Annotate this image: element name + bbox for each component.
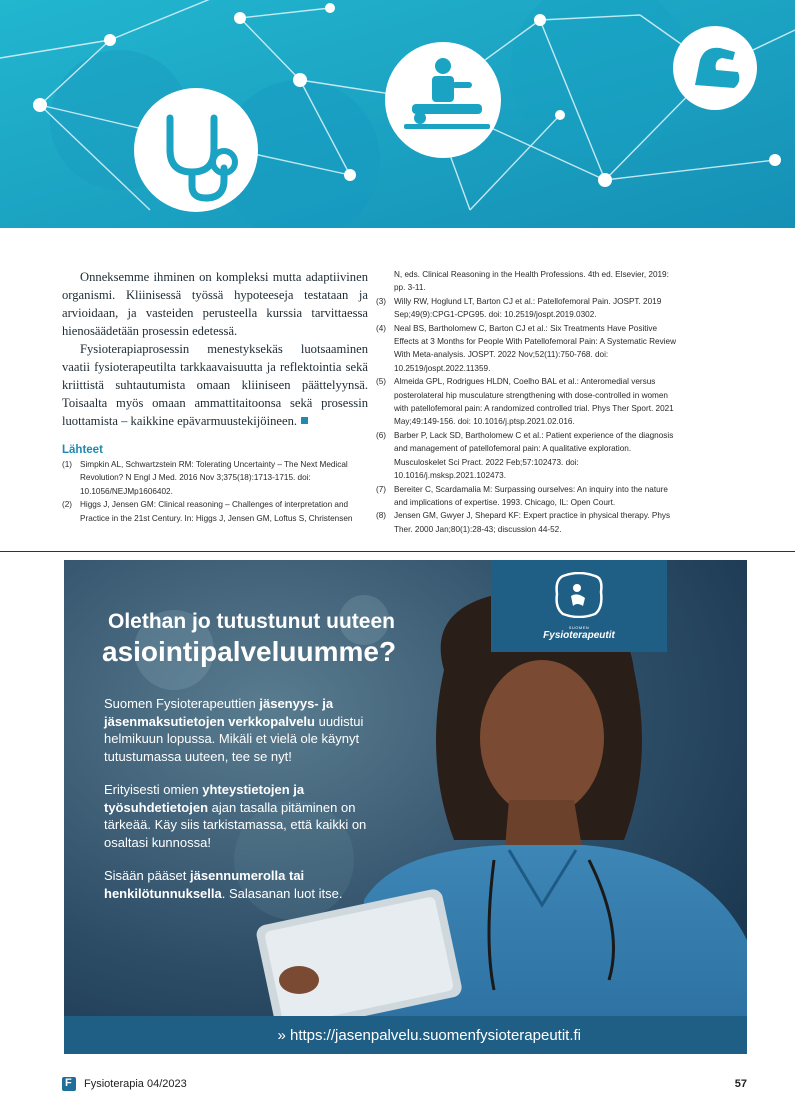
reference-text: Willy RW, Hoglund LT, Barton CJ et al.: Patellofemoral Pain. JOSPT. 2019 Sep;49(9):CPG1-CPG95. doi: 10.2519/jospt.2019.0302. <box>394 296 662 320</box>
ad-paragraph <box>104 867 404 902</box>
reference-number: (8) <box>376 511 387 521</box>
ad-headline-line-2: asiointipalveluumme? <box>102 636 397 667</box>
reference-item <box>376 483 676 510</box>
article-paragraph-text: Fysioterapiaprosessin menestyksekäs luotsaaminen vaatii fysioterapeutilta tarkkaavaisuutta ja reflektointia sekä kriittistä suhtautumista omaan kliiniseen päättelyynsä. Toisaalta myös omaan ammattitaitoonsa sekä prosessin luottamista – kaikkine epävarmuustekijöineen. <box>62 342 368 428</box>
woman-face <box>480 660 604 816</box>
reference-item <box>376 429 676 483</box>
ad-text-bold: jäsennumerolla tai henkilötunnuksella <box>104 868 305 901</box>
ad-text-bold: jäsenyys- ja jäsenmaksutietojen verkkopalvelu <box>104 696 334 729</box>
ad-headline-line-1: Olethan jo tutustunut uuteen <box>108 610 395 633</box>
article-left-column <box>62 268 368 525</box>
ad-text-run: uudistui helmikuun lopussa. Mikäli et vielä ole käynyt tutustumassa uuteen, tee se nyt! <box>104 713 364 764</box>
reference-text: Simpkin AL, Schwartzstein RM: Tolerating Uncertainty – The Next Medical Revolution? N Engl J Med. 2016 Nov 3;375(18):1713-1715. doi: 10.1056/NEJMp1606402. <box>80 460 348 496</box>
magazine-issue: Fysioterapia 04/2023 <box>84 1078 187 1090</box>
article-paragraph: Onneksemme ihminen on kompleksi mutta adaptiivinen organismi. Kliinisessä työssä hypoteeseja testataan ja arvioidaan, ja vasteiden perusteella kurssia tarvittaessa hienosäädetään prosessin edetessä. <box>62 270 368 338</box>
logo-subtitle: SUOMEN <box>568 625 590 630</box>
woman-hand <box>279 966 319 994</box>
flexed-arm-icon <box>673 26 757 110</box>
reference-text: Almeida GPL, Rodrigues HLDN, Coelho BAL et al.: Anteromedial versus posterolateral hip musculature strengthening with dose-controlled in women with patellofemoral pain: A randomized controlled trial. Phys Ther Sport. 2021 May;49:149-156. doi: 10.1016/j.ptsp.2021.02.016. <box>394 377 674 427</box>
article-body <box>62 268 368 430</box>
page-number: 57 <box>734 1078 747 1090</box>
references-list-left <box>62 458 368 525</box>
logo-brand-name: Fysioterapeutit <box>543 630 615 641</box>
ad-body <box>104 695 404 918</box>
references-right-column <box>376 266 676 536</box>
reference-item <box>376 295 676 322</box>
references-list-right <box>376 268 676 536</box>
physiotherapy-treatment-icon <box>385 42 501 158</box>
reference-number: (7) <box>376 484 387 494</box>
magazine-logo-icon <box>62 1077 76 1091</box>
reference-number: (4) <box>376 323 387 333</box>
article-paragraph <box>62 340 368 430</box>
section-divider <box>0 551 795 552</box>
stethoscope-icon <box>134 88 258 212</box>
ad-text-run: Erityisesti omien <box>104 782 203 797</box>
reference-item <box>62 458 368 498</box>
reference-text: Bereiter C, Scardamalia M: Surpassing ourselves: An inquiry into the nature and implications of expertise. 1993. Chicago, IL: Open Court. <box>394 484 668 507</box>
member-service-advertisement <box>64 560 747 1054</box>
reference-text: Barber P, Lack SD, Bartholomew C et al.: Patient experience of the diagnosis and management of patellofemoral pain: A qualitative exploration. Musculoskelet Sci Pract. 2022 Feb;57:102473. doi: 10.1016/j.msksp.2021.102473. <box>394 430 674 481</box>
network-graphic <box>0 0 795 228</box>
ad-paragraph <box>104 781 404 851</box>
ad-text-bold: yhteystietojen ja työsuhdetietojen <box>104 782 305 815</box>
reference-number: (5) <box>376 377 387 387</box>
member-service-url-link[interactable]: » https://jasenpalvelu.suomenfysioterapeutit.fi <box>277 1027 581 1044</box>
magazine-logo-letter: F <box>65 1077 72 1089</box>
reference-number: (6) <box>376 430 387 440</box>
ad-text-run: . Salasanan luot itse. <box>221 885 343 901</box>
reference-item <box>376 322 676 376</box>
hero-illustration <box>0 0 795 228</box>
page-footer <box>62 1075 747 1095</box>
reference-item <box>376 509 676 536</box>
end-of-article-mark <box>301 417 308 424</box>
fysioterapeutit-logo <box>491 560 667 652</box>
ad-text-run: Suomen Fysioterapeuttien <box>104 696 260 711</box>
references-title: Lähteet <box>62 444 103 456</box>
reference-continuation: N, eds. Clinical Reasoning in the Health Professions. 4th ed. Elsevier, 2019: pp. 3-11. <box>394 270 669 293</box>
reference-text: Jensen GM, Gwyer J, Shepard KF: Expert practice in physical therapy. Phys Ther. 2000 Jan;80(1):28-43; discussion 44-52. <box>394 511 671 534</box>
reference-text: Neal BS, Bartholomew C, Barton CJ et al.: Six Treatments Have Positive Effects at 3 Months for People With Patellofemoral Pain: A Systematic Review With Meta-analysis. JOSPT. 2022 Nov;52(11):750-768. doi: 10.2519/jospt.2022.11359. <box>394 323 676 373</box>
reference-number: (3) <box>376 296 387 306</box>
reference-number: (1) <box>62 460 73 469</box>
union-logo-icon <box>555 572 603 618</box>
ad-text-run: ajan tasalla pitäminen on tärkeää. Käy siis tarkistamassa, että kaikki on osaltasi kunnossa! <box>104 799 367 850</box>
reference-item <box>62 498 368 525</box>
reference-number: (2) <box>62 500 73 510</box>
reference-item <box>376 375 676 429</box>
ad-text-run: Sisään pääset <box>104 868 191 883</box>
reference-text: Higgs J, Jensen GM: Clinical reasoning – Challenges of interpretation and Practice in the 21st Century. In: Higgs J, Jensen GM, Loftus S, Christensen <box>80 500 353 523</box>
ad-paragraph <box>104 695 404 765</box>
